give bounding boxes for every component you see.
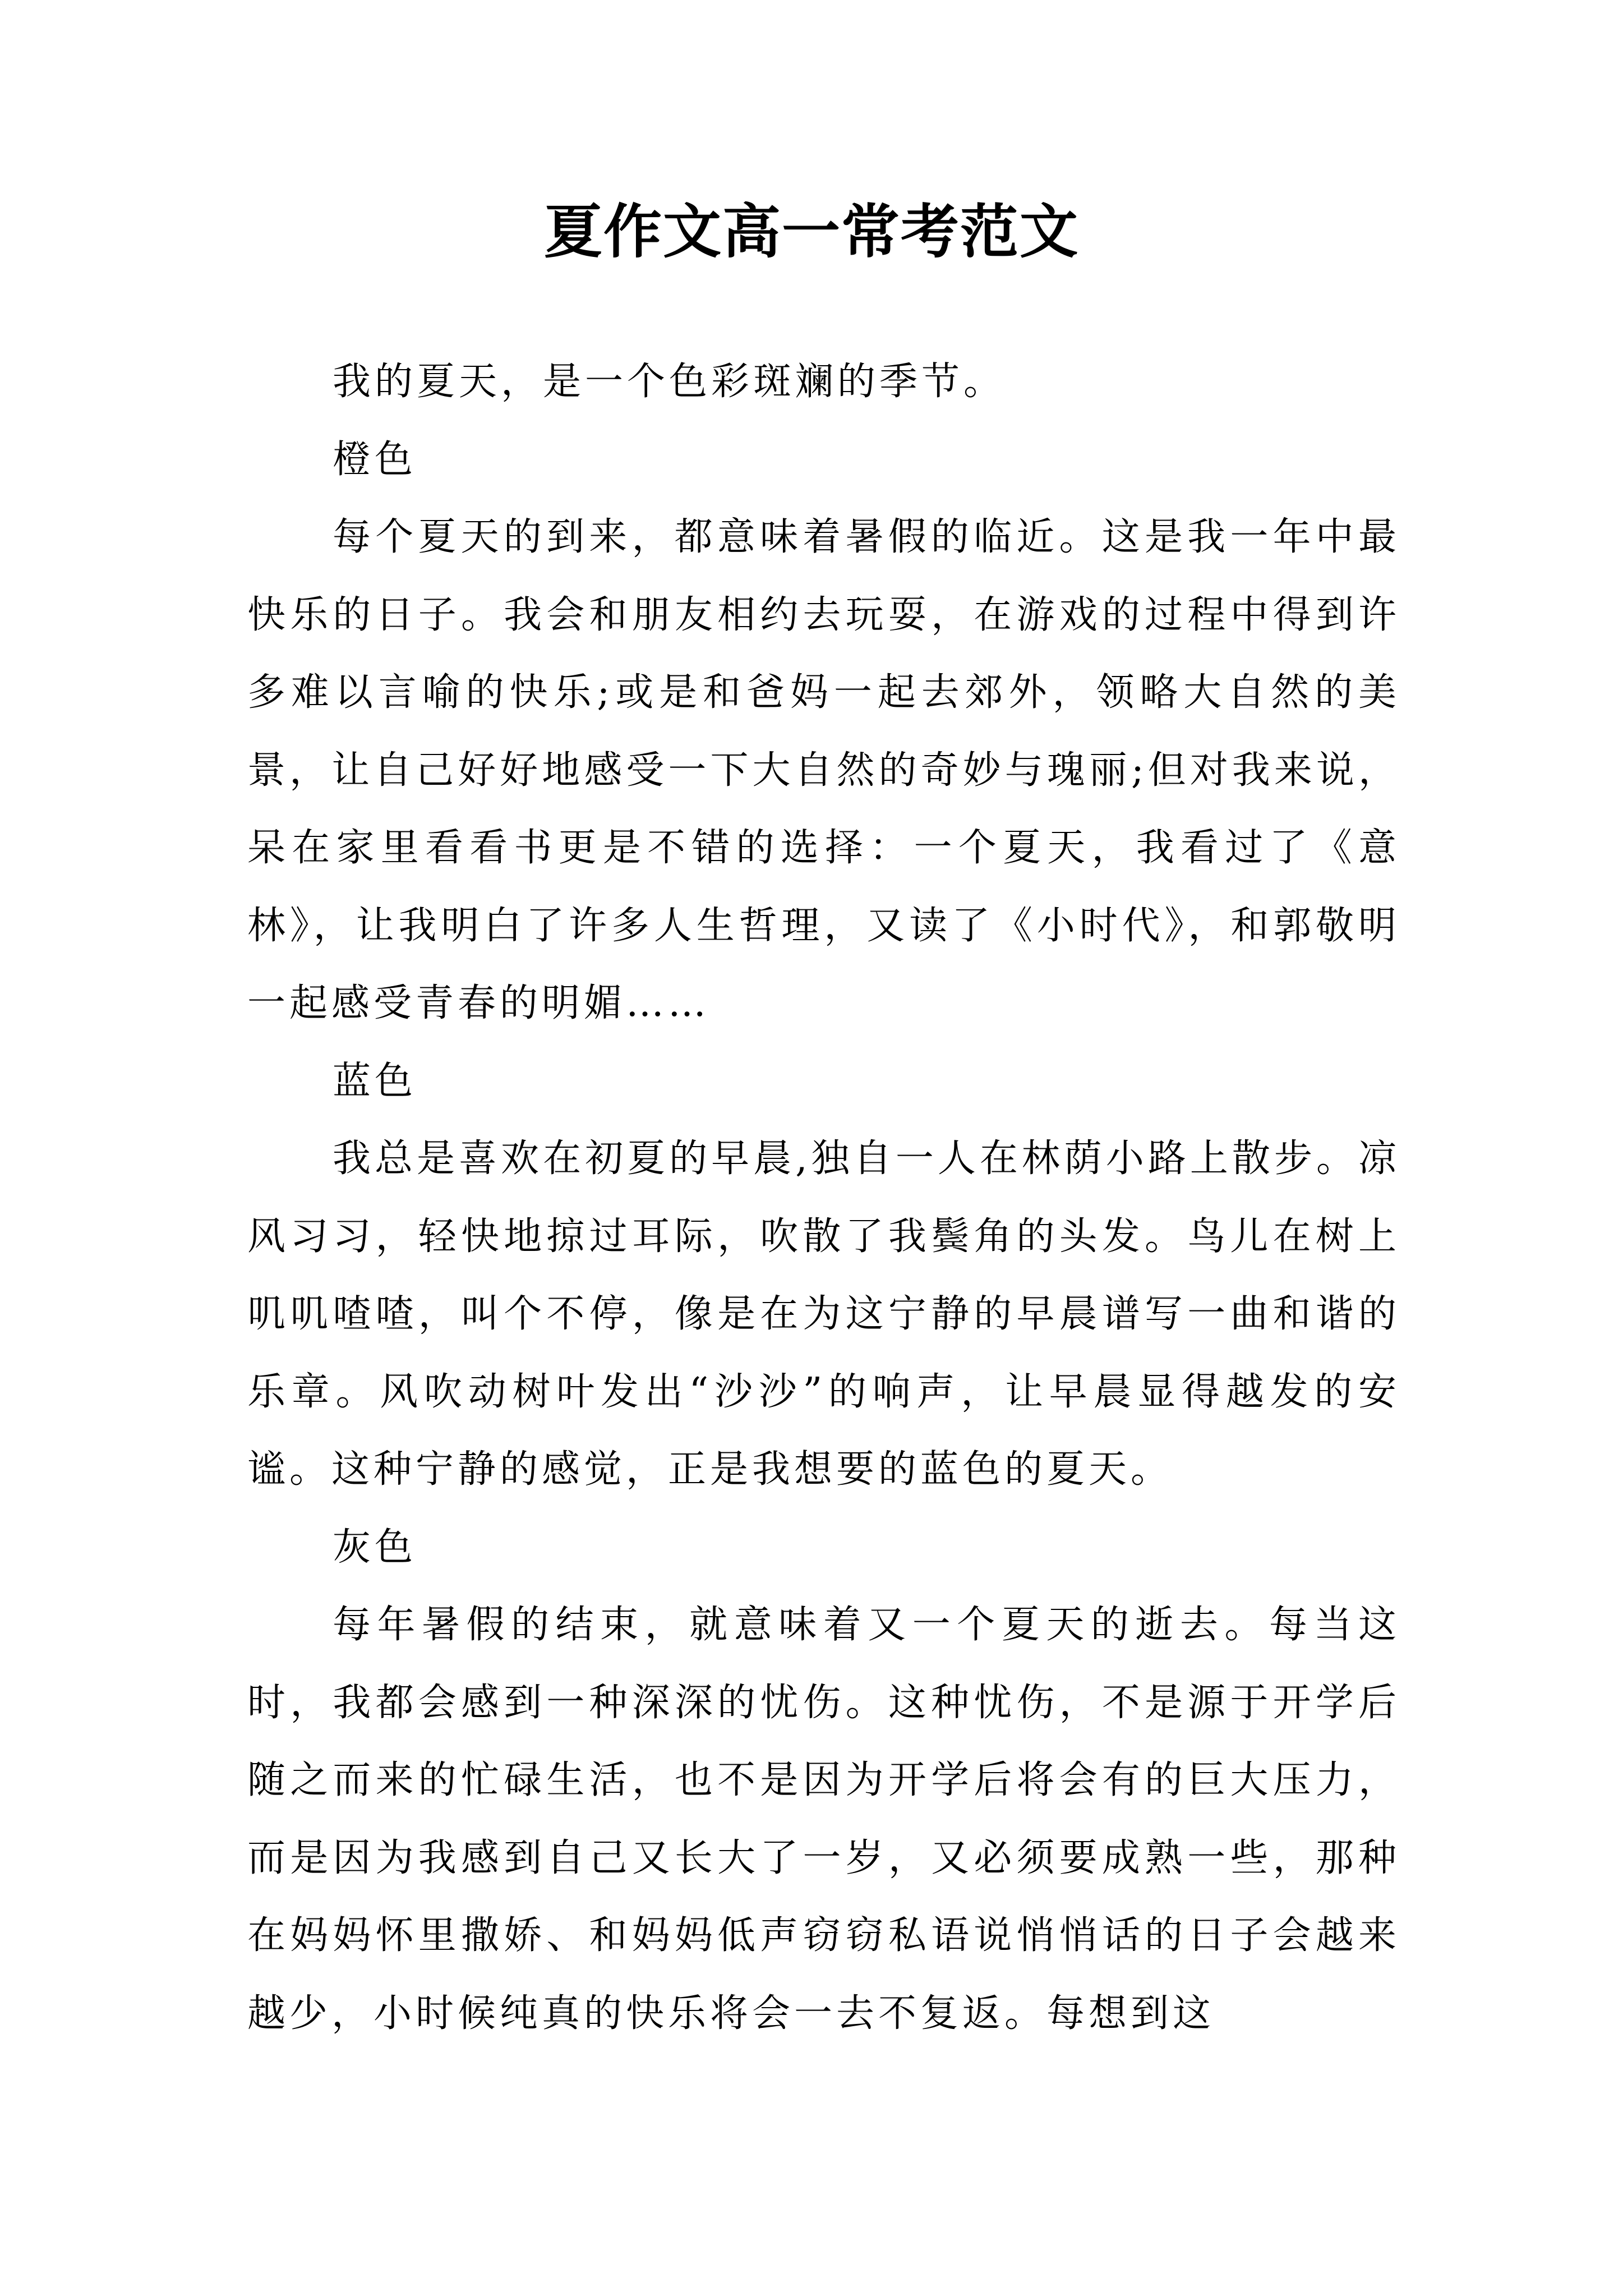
document-title: 夏作文高一常考范文 [543,197,1079,266]
paragraph-gray: 每年暑假的结束，就意味着又一个夏天的逝去。每当这时，我都会感到一种深深的忧伤。这种忧伤，不是源于开学后随之而来的忙碌生活，也不是因为开学后将会有的巨大压力，而是因为我感到自己又长大了一岁，又必须要成熟一些，那种在妈妈怀里撒娇、和妈妈低声窃窃私语说悄悄话的日子会越来越少，小时候纯真的快乐将会一去不复返。每想到这 [247,1603,1400,2036]
section-heading-blue: 蓝色 [333,1059,417,1103]
section-heading-gray: 灰色 [333,1525,417,1570]
section-heading-orange: 橙色 [333,437,417,482]
paragraph-blue: 我总是喜欢在初夏的早晨,独自一人在林荫小路上散步。凉风习习，轻快地掠过耳际，吹散了我鬓角的头发。鸟儿在树上叽叽喳喳，叫个不停，像是在为这宁静的早晨谱写一曲和谐的乐章。风吹动树叶发出“沙沙”的响声，让早晨显得越发的安谧。这种宁静的感觉，正是我想要的蓝色的夏天。 [247,1137,1400,1492]
paragraph-intro: 我的夏天，是一个色彩斑斓的季节。 [333,360,1006,404]
document-body [247,343,1400,2053]
paragraph-orange: 每个夏天的到来，都意味着暑假的临近。这是我一年中最快乐的日子。我会和朋友相约去玩耍，在游戏的过程中得到许多难以言喻的快乐;或是和爸妈一起去郊外，领略大自然的美景，让自己好好地感受一下大自然的奇妙与瑰丽;但对我来说，呆在家里看看书更是不错的选择：一个夏天，我看过了《意林》，让我明白了许多人生哲理，又读了《小时代》，和郭敬明一起感受青春的明媚…… [247,515,1400,1025]
